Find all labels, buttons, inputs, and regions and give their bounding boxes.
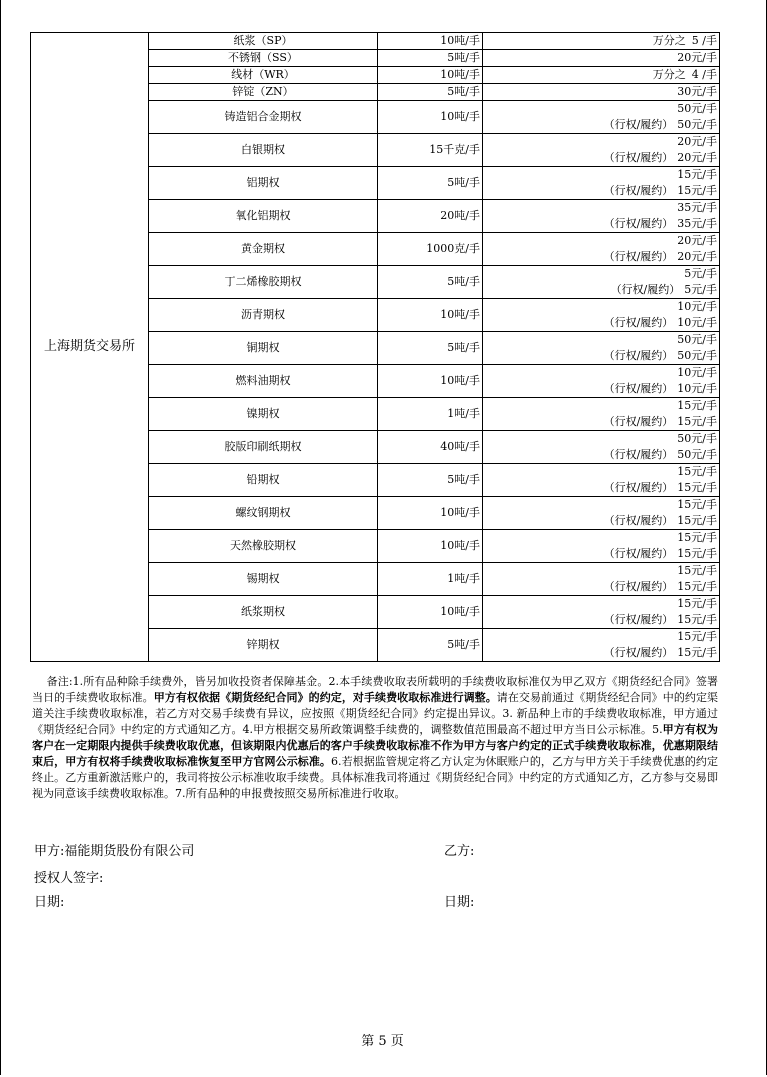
fee-exercise: 10元/手 (677, 382, 717, 395)
product-name: 螺纹钢期权 (149, 497, 378, 530)
exercise-label: （行权/履约） (603, 151, 674, 164)
fee-exercise: 50元/手 (677, 349, 717, 362)
trading-unit: 5吨/手 (378, 84, 483, 101)
fee-exercise-line (485, 612, 717, 628)
trading-unit: 5吨/手 (378, 167, 483, 200)
note-text-3: 6.若根据监管规定将乙方认定为休眠账户的，乙方与甲方关于手续费优惠的约定终止。乙方重新激活账户的，我司将按公示标准收取手续费。具体标准我司将通过《期货经纪合同》中约定的方式通知乙方，乙方参与交易即视为同意该手续费收取标准。7.所有品种的申报费按照交易所标准进行收取。 (32, 755, 719, 800)
fee-exercise-line (485, 150, 717, 166)
product-name: 纸浆（SP） (149, 33, 378, 50)
fee-exercise: 15元/手 (677, 514, 717, 527)
authorized-signature-label: 授权人签字: (34, 871, 104, 886)
product-name: 白银期权 (149, 134, 378, 167)
fee-standard (483, 33, 720, 50)
fee-exercise-line (485, 381, 717, 397)
product-name: 线材（WR） (149, 67, 378, 84)
fee-exercise-line (485, 513, 717, 529)
product-name: 锌期权 (149, 629, 378, 662)
fee-table (30, 32, 720, 662)
fee-exercise-line (485, 282, 717, 298)
product-name: 锡期权 (149, 563, 378, 596)
trading-unit: 5吨/手 (378, 266, 483, 299)
fee-standard (483, 464, 720, 497)
fee-exercise: 15元/手 (677, 613, 717, 626)
note-text-1: 备注:1.所有品种除手续费外，皆另加收投资者保障基金。2.本手续费收取表所载明的手续费收取标准仅为甲乙双方《期货经纪合同》签署当日的手续费收取标准。 (32, 675, 718, 704)
exercise-label: （行权/履约） (603, 580, 674, 593)
party-b-label: 乙方: (444, 844, 475, 859)
note-text-2: 请在交易前通过《期货经纪合同》中的约定渠道关注手续费收取标准，若乙方对交易手续费有异议，应按照《期货经纪合同》约定提出异议。3. 新品种上市的手续费收取标准，甲方通过《期货经纪合同》中约定的方式通知乙方。4.甲方根据交易所政策调整手续费的，调整数值范围最高不超过甲方当日公示标准。5. (32, 691, 719, 736)
fee-trade: 15元/手 (677, 531, 717, 544)
fee-exercise-line (485, 216, 717, 232)
fee-trade: 20元/手 (677, 135, 717, 148)
exchange-name: 上海期货交易所 (31, 33, 149, 662)
fee-exercise-line (485, 249, 717, 265)
trading-unit: 1吨/手 (378, 398, 483, 431)
fee-exercise: 50元/手 (677, 118, 717, 131)
fee-trade: 15元/手 (677, 498, 717, 511)
fee-standard (483, 233, 720, 266)
exercise-label: （行权/履约） (603, 415, 674, 428)
fee-standard (483, 84, 720, 101)
fee-trade: 15元/手 (677, 399, 717, 412)
fee-standard (483, 332, 720, 365)
trading-unit: 15千克/手 (378, 134, 483, 167)
fee-exercise: 20元/手 (677, 250, 717, 263)
fee-exercise: 5元/手 (684, 283, 717, 296)
exercise-label: （行权/履约） (603, 514, 674, 527)
exercise-label: （行权/履约） (603, 646, 674, 659)
date-b-label: 日期: (444, 895, 475, 910)
product-name: 锌锭（ZN） (149, 84, 378, 101)
fee-standard (483, 167, 720, 200)
fee-exercise: 10元/手 (677, 316, 717, 329)
exercise-label: （行权/履约） (610, 283, 681, 296)
product-name: 胶版印刷纸期权 (149, 431, 378, 464)
trading-unit: 10吨/手 (378, 67, 483, 84)
trading-unit: 5吨/手 (378, 629, 483, 662)
fee-exercise: 15元/手 (677, 646, 717, 659)
exercise-label: （行权/履约） (603, 316, 674, 329)
fee-standard (483, 398, 720, 431)
fee-standard (483, 563, 720, 596)
product-name: 氧化铝期权 (149, 200, 378, 233)
fee-trade: 20元/手 (677, 234, 717, 247)
trading-unit: 10吨/手 (378, 365, 483, 398)
trading-unit: 20吨/手 (378, 200, 483, 233)
product-name: 镍期权 (149, 398, 378, 431)
product-name: 沥青期权 (149, 299, 378, 332)
product-name: 燃料油期权 (149, 365, 378, 398)
exercise-label: （行权/履约） (603, 547, 674, 560)
product-name: 天然橡胶期权 (149, 530, 378, 563)
fee-trade: 50元/手 (677, 102, 717, 115)
fee-standard (483, 50, 720, 67)
fee-trade: 15元/手 (677, 597, 717, 610)
fee-exercise-line (485, 117, 717, 133)
note-bold-2: 甲方有权为客户在一定期限内提供手续费收取优惠，但该期限内优惠后的客户手续费收取标准不作为甲方与客户约定的正式手续费收取标准，优惠期限结束后，甲方有权将手续费收取标准恢复至甲方官网公示标准。 (32, 723, 718, 768)
table-row (31, 33, 720, 50)
trading-unit: 10吨/手 (378, 497, 483, 530)
fee-standard (483, 497, 720, 530)
trading-unit: 1吨/手 (378, 563, 483, 596)
fee-exercise-line (485, 546, 717, 562)
fee-value: 20元/手 (677, 51, 717, 64)
fee-exercise: 50元/手 (677, 448, 717, 461)
fee-exercise: 35元/手 (677, 217, 717, 230)
trading-unit: 10吨/手 (378, 33, 483, 50)
fee-trade: 50元/手 (677, 432, 717, 445)
product-name: 不锈钢（SS） (149, 50, 378, 67)
fee-standard (483, 530, 720, 563)
exercise-label: （行权/履约） (603, 250, 674, 263)
fee-exercise-line (485, 315, 717, 331)
fee-standard (483, 200, 720, 233)
fee-trade: 15元/手 (677, 564, 717, 577)
product-name: 丁二烯橡胶期权 (149, 266, 378, 299)
trading-unit: 10吨/手 (378, 299, 483, 332)
product-name: 黄金期权 (149, 233, 378, 266)
exercise-label: （行权/履约） (603, 481, 674, 494)
fee-value: 4 /手 (691, 68, 717, 81)
fee-rate-prefix: 万分之 (652, 68, 686, 81)
fee-exercise-line (485, 183, 717, 199)
fee-trade: 35元/手 (677, 201, 717, 214)
fee-standard (483, 596, 720, 629)
fee-standard (483, 134, 720, 167)
fee-standard (483, 365, 720, 398)
fee-exercise-line (485, 414, 717, 430)
fee-standard (483, 67, 720, 84)
fee-exercise: 15元/手 (677, 184, 717, 197)
product-name: 铅期权 (149, 464, 378, 497)
fee-exercise: 15元/手 (677, 481, 717, 494)
notes-paragraph (32, 674, 718, 802)
date-a-label: 日期: (34, 895, 65, 910)
trading-unit: 10吨/手 (378, 101, 483, 134)
fee-standard (483, 266, 720, 299)
exercise-label: （行权/履约） (603, 118, 674, 131)
fee-standard (483, 299, 720, 332)
fee-exercise: 15元/手 (677, 547, 717, 560)
fee-trade: 15元/手 (677, 630, 717, 643)
trading-unit: 1000克/手 (378, 233, 483, 266)
fee-exercise-line (485, 645, 717, 661)
fee-exercise-line (485, 480, 717, 496)
product-name: 铜期权 (149, 332, 378, 365)
exercise-label: （行权/履约） (603, 217, 674, 230)
exercise-label: （行权/履约） (603, 613, 674, 626)
fee-standard (483, 629, 720, 662)
exercise-label: （行权/履约） (603, 382, 674, 395)
fee-trade: 5元/手 (684, 267, 717, 280)
trading-unit: 5吨/手 (378, 332, 483, 365)
trading-unit: 10吨/手 (378, 530, 483, 563)
fee-standard (483, 101, 720, 134)
product-name: 纸浆期权 (149, 596, 378, 629)
fee-exercise-line (485, 348, 717, 364)
fee-exercise: 15元/手 (677, 580, 717, 593)
trading-unit: 5吨/手 (378, 464, 483, 497)
fee-rate-prefix: 万分之 (652, 34, 686, 47)
fee-trade: 15元/手 (677, 168, 717, 181)
page-number: 第 5 页 (361, 1034, 404, 1049)
fee-standard (483, 431, 720, 464)
fee-trade: 15元/手 (677, 465, 717, 478)
exercise-label: （行权/履约） (603, 448, 674, 461)
fee-trade: 50元/手 (677, 333, 717, 346)
trading-unit: 5吨/手 (378, 50, 483, 67)
fee-trade: 10元/手 (677, 366, 717, 379)
exercise-label: （行权/履约） (603, 349, 674, 362)
fee-exercise: 20元/手 (677, 151, 717, 164)
party-a-label: 甲方:福能期货股份有限公司 (34, 844, 195, 859)
fee-exercise-line (485, 579, 717, 595)
note-bold-1: 甲方有权依据《期货经纪合同》的约定，对手续费收取标准进行调整。 (153, 691, 497, 704)
fee-trade: 10元/手 (677, 300, 717, 313)
trading-unit: 10吨/手 (378, 596, 483, 629)
product-name: 铝期权 (149, 167, 378, 200)
exercise-label: （行权/履约） (603, 184, 674, 197)
trading-unit: 40吨/手 (378, 431, 483, 464)
fee-value: 5 /手 (691, 34, 717, 47)
fee-exercise: 15元/手 (677, 415, 717, 428)
fee-value: 30元/手 (677, 85, 717, 98)
fee-exercise-line (485, 447, 717, 463)
product-name: 铸造铝合金期权 (149, 101, 378, 134)
